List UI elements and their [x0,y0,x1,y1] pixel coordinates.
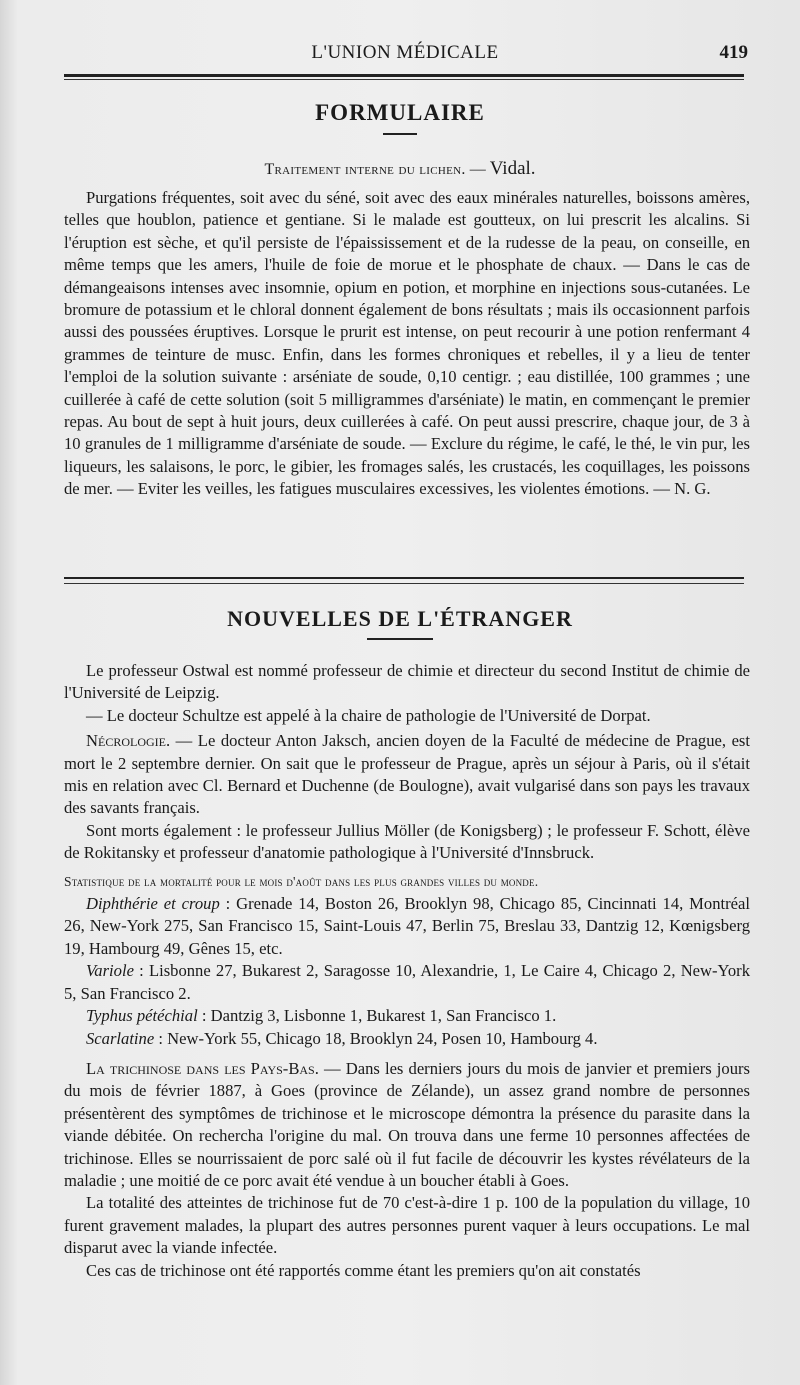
section-divider [64,577,744,579]
necrologie-body: — Le docteur Anton Jaksch, ancien doyen de la Faculté de médecine de Prague, est mort le 2 septembre dernier. On sait que le professeur de Prague, après un séjour à Paris, où il s'était mis en relation avec Cl. Bernard et Duchenne (de Boulogne), avait vulgarisé dans son pays les travaux des savants français. [64,731,750,818]
section-title-formulaire: FORMULAIRE [315,100,485,125]
article-author: Vidal. [489,158,536,179]
diphtheria-body: : Grenade 14, Boston 26, Brooklyn 98, Chicago 85, Cincinnati 14, Montréal 26, New-York 275, San Francisco 15, Saint-Louis 47, Berlin 75, Breslau 33, Dantzig 12, Kœnigsberg 19, Hambourg 49, Gênes 15, etc. [64,894,750,958]
news-paragraph-deaths: Sont morts également : le professeur Jullius Möller (de Konigsberg) ; le professeur F. Schott, élève de Rokitansky et professeur d'anatomie pathologique à l'Université d'Innsbruck. [64,820,750,863]
formulaire-text [64,187,750,501]
stat-scarlatine [64,1028,750,1050]
header-rule [64,74,744,77]
section-divider-thin [64,583,744,584]
section-title-nouvelles: NOUVELLES DE L'ÉTRANGER [227,606,573,631]
trichinose-body: — Dans les derniers jours du mois de janvier et premiers jours du mois de février 1887, à Goes (province de Zélande), un assez grand nombre de personnes présentèrent des symptômes de trichinose et le microscope démontra la présence du parasite dans la viande débitée. On rechercha l'origine du mal. On trouva dans une ferme 10 personnes affectées de trichinose. Elles se nourrissaient de porc salé où il fut facile de découvrir les kystes révélateurs de la maladie ; une moitié de ce porc avait été vendue à un boucher établi à Goes. [64,1058,750,1190]
formulaire-paragraph: Purgations fréquentes, soit avec du séné, soit avec des eaux minérales naturelles, boissons amères, telles que houblon, patience et gentiane. Si le malade est goutteux, on lui prescrit les alcalins. Si l'éruption est sèche, et qu'il persiste de l'épaississement et de la rudesse de la peau, on conseille, en même temps que les amers, l'huile de foie de morue et le phosphate de chaux. — Dans le cas de démangeaisons intenses avec insomnie, opium en potion, et morphine en injections sous-cutanées. Le bromure de potassium et le chloral donnent également de bons résultats ; mais ils occasionnent parfois aussi des poussées éruptives. Lorsque le prurit est intense, on peut recourir à une potion renfermant 4 grammes de teinture de musc. Enfin, dans les formes chroniques et rebelles, il y a lieu de tenter l'emploi de la solution suivante : arséniate de soude, 0,10 centigr. ; eau distillée, 100 grammes ; une cuillerée à café de cette solution (soit 5 milligrammes d'arséniate) le matin, en commençant le premier repas. Au bout de sept à huit jours, deux cuillerées à café. On peut aussi prescrire, chaque jour, de 3 à 10 granules de 1 milligramme d'arséniate de soude. — Exclure du régime, le café, le thé, le vin pur, les liqueurs, les salaisons, le porc, le gibier, les fromages salés, les crustacés, les coquillages, les poissons de mer. — Eviter les veilles, les fatigues musculaires excessives, les violentes émotions. — N. G. [64,188,750,499]
article-title: Traitement interne du lichen. [264,161,466,178]
variole-body: : Lisbonne 27, Bukarest 2, Saragosse 10, Alexandrie, 1, Le Caire 4, Chicago 2, New-York 5, San Francisco 2. [64,961,750,1003]
stat-variole [64,960,750,1005]
title-underline-nouvelles [367,638,433,640]
article-separator: — [465,161,490,178]
variole-label: Variole [86,961,134,981]
running-title: L'UNION MÉDICALE [311,42,499,63]
statistics-heading: Statistique de la mortalité pour le mois d'août dans les plus grandes villes du monde. [64,873,539,889]
page-number: 419 [719,42,748,63]
nouvelles-text [64,660,750,1282]
scarlatine-label: Scarlatine [86,1028,155,1048]
trichinose-label: La trichinose dans les Pays-Bas. [86,1058,319,1078]
typhus-body: : Dantzig 3, Lisbonne 1, Bukarest 1, San Francisco 1. [197,1006,557,1026]
title-underline [383,133,417,135]
news-paragraph-necrologie [64,730,750,820]
header-rule-thin [64,79,744,80]
news-paragraph-ostwal: Le professeur Ostwal est nommé professeur de chimie et directeur du second Institut de chimie de l'Université de Leipzig. [64,661,750,703]
page-header [60,38,750,74]
news-paragraph-schultze: — Le docteur Schultze est appelé à la chaire de pathologie de l'Université de Dorpat. [86,705,651,725]
news-paragraph-trichinose [64,1058,750,1192]
stat-diphtheria [64,893,750,960]
diphtheria-label: Diphthérie et croup [86,894,220,914]
necrologie-label: Nécrologie. [86,731,171,751]
scarlatine-body: : New-York 55, Chicago 18, Brooklyn 24, Posen 10, Hambourg 4. [154,1028,598,1048]
news-paragraph-last: Ces cas de trichinose ont été rapportés comme étant les premiers qu'on ait constatés [86,1260,641,1280]
news-paragraph-total: La totalité des atteintes de trichinose fut de 70 c'est-à-dire 1 p. 100 de la population du village, 10 furent gravement malades, la plupart des autres personnes purent vaquer à leurs occupations. Le mal disparut avec la viande infectée. [64,1193,750,1258]
article-heading [0,158,800,180]
stat-typhus [64,1005,750,1027]
typhus-label: Typhus pétéchial [86,1006,198,1026]
